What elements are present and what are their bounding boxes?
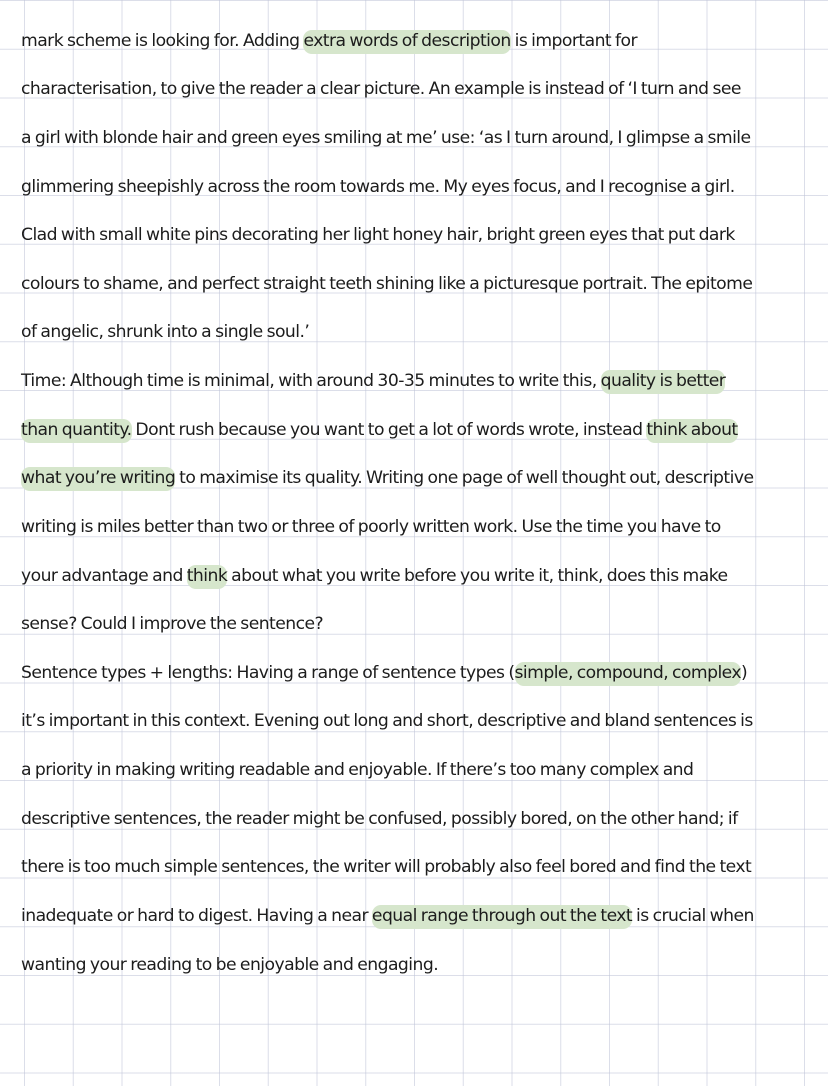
text: inadequate or hard to digest. Having a near bbox=[21, 906, 372, 926]
highlighted-text: simple, compound, complex bbox=[515, 662, 742, 686]
text: of angelic, shrunk into a single soul.’ bbox=[21, 322, 310, 342]
text-line bbox=[21, 904, 754, 928]
text-line bbox=[21, 758, 693, 782]
highlighted-text: quality is better bbox=[601, 370, 726, 394]
text-line bbox=[21, 953, 438, 977]
text-line bbox=[21, 466, 753, 490]
text: about what you write before you write it, think, does this make bbox=[227, 566, 728, 586]
text: to maximise its quality. Writing one page of well thought out, descriptive bbox=[175, 468, 754, 488]
text-line bbox=[21, 855, 751, 879]
text: is crucial when bbox=[632, 906, 754, 926]
text-line bbox=[21, 223, 735, 247]
text-line bbox=[21, 418, 738, 442]
highlighted-text: think bbox=[187, 565, 228, 589]
text: Dont rush because you want to get a lot of words wrote, instead bbox=[131, 420, 647, 440]
highlighted-text: than quantity. bbox=[21, 419, 132, 443]
text: sense? Could I improve the sentence? bbox=[21, 614, 324, 634]
text-line bbox=[21, 564, 728, 588]
section-time-line bbox=[21, 369, 725, 393]
text-line bbox=[21, 126, 751, 150]
text-line bbox=[21, 77, 741, 101]
highlighted-text: equal range through out the text bbox=[372, 905, 632, 929]
text-line bbox=[21, 175, 735, 199]
text: Time: Although time is minimal, with around 30-35 minutes to write this, bbox=[21, 371, 601, 391]
text: characterisation, to give the reader a clear picture. An example is instead of ‘I turn and see bbox=[21, 79, 741, 99]
highlighted-text: extra words of description bbox=[303, 30, 510, 54]
text: mark scheme is looking for. Adding bbox=[21, 31, 304, 51]
text-line bbox=[21, 807, 738, 831]
text: there is too much simple sentences, the writer will probably also feel bored and find the text bbox=[21, 857, 752, 877]
text: is important for bbox=[510, 31, 638, 51]
text: colours to shame, and perfect straight teeth shining like a picturesque portrait. The epitome bbox=[21, 274, 753, 294]
highlighted-text: what you’re writing bbox=[21, 467, 175, 491]
text-line bbox=[21, 272, 752, 296]
highlighted-text: think about bbox=[646, 419, 737, 443]
text: a priority in making writing readable and enjoyable. If there’s too many complex and bbox=[21, 760, 694, 780]
section-sentence-types-line bbox=[21, 661, 747, 685]
text: writing is miles better than two or three of poorly written work. Use the time you have to bbox=[21, 517, 721, 537]
text-line bbox=[21, 320, 309, 344]
text-line bbox=[21, 709, 753, 733]
text: Clad with small white pins decorating her light honey hair, bright green eyes that put dark bbox=[21, 225, 735, 245]
text: your advantage and bbox=[21, 566, 187, 586]
text-line bbox=[21, 29, 637, 53]
text: wanting your reading to be enjoyable and engaging. bbox=[21, 955, 439, 975]
text: it’s important in this context. Evening out long and short, descriptive and bland sentences is bbox=[21, 711, 753, 731]
text: a girl with blonde hair and green eyes smiling at me’ use: ‘as I turn around, I glimpse a smile bbox=[21, 128, 751, 148]
text: glimmering sheepishly across the room towards me. My eyes focus, and I recognise a girl. bbox=[21, 177, 735, 197]
text: Sentence types + lengths: Having a range of sentence types ( bbox=[21, 663, 515, 683]
text-line bbox=[21, 515, 721, 539]
text: ) bbox=[741, 663, 748, 683]
text-line bbox=[21, 612, 323, 636]
text: descriptive sentences, the reader might be confused, possibly bored, on the other hand; if bbox=[21, 809, 738, 829]
